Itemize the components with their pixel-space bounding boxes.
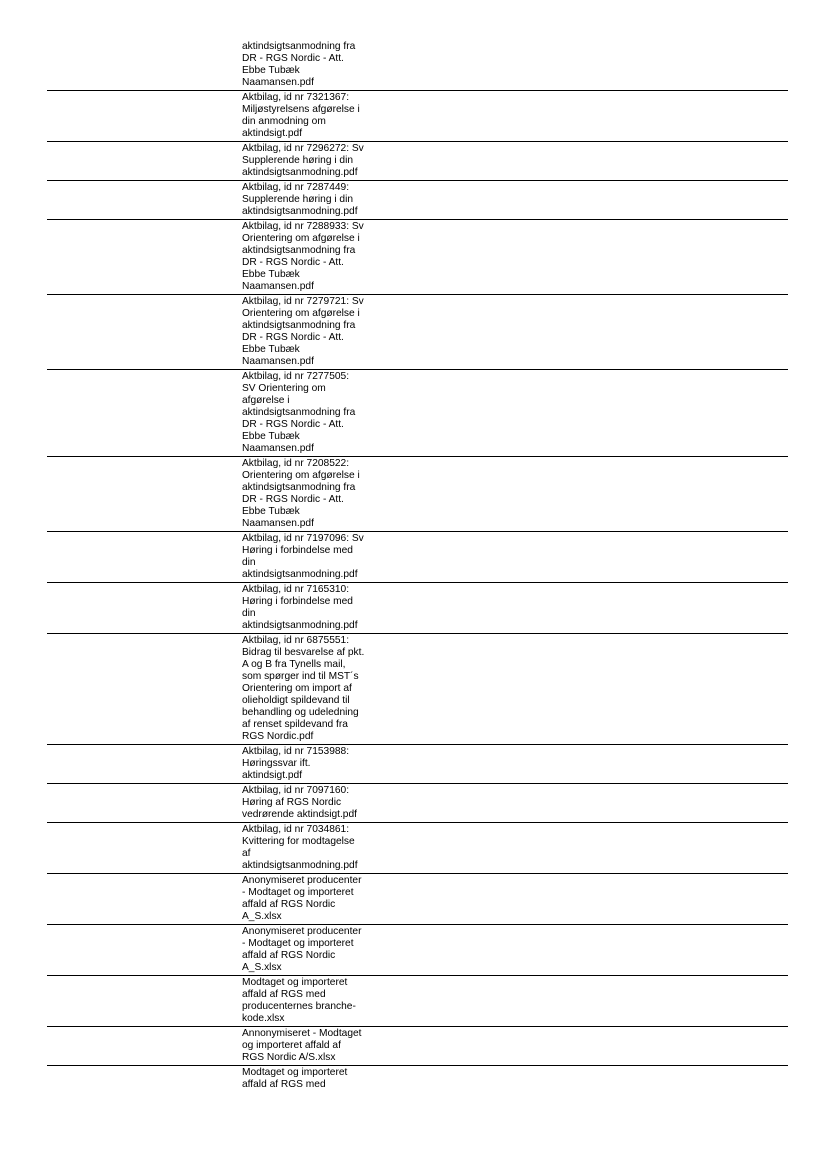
attachment-name: Aktbilag, id nr 7287449: Supplerende høring i din aktindsigtsanmodning.pdf — [242, 182, 358, 217]
attachment-name: Aktbilag, id nr 7208522: Orientering om afgørelse i aktindsigtsanmodning fra DR - RGS Nordic - Att. Ebbe Tubæk Naamansen.pdf — [242, 458, 360, 529]
list-item — [47, 91, 788, 142]
attachment-name: aktindsigtsanmodning fra DR - RGS Nordic - Att. Ebbe Tubæk Naamansen.pdf — [242, 41, 356, 88]
list-item — [47, 220, 788, 295]
list-item — [47, 1066, 788, 1092]
list-item — [47, 142, 788, 181]
list-item — [47, 40, 788, 91]
list-item — [47, 745, 788, 784]
attachment-name: Aktbilag, id nr 7296272: Sv Supplerende høring i din aktindsigtsanmodning.pdf — [242, 143, 364, 178]
attachment-name: Aktbilag, id nr 7153988: Høringssvar ift. aktindsigt.pdf — [242, 746, 350, 781]
attachment-name: Aktbilag, id nr 7288933: Sv Orientering om afgørelse i aktindsigtsanmodning fra DR - RGS Nordic - Att. Ebbe Tubæk Naamansen.pdf — [242, 221, 364, 292]
attachment-name: Modtaget og importeret affald af RGS med — [242, 1067, 348, 1090]
attachment-name: Annonymiseret - Modtaget og importeret affald af RGS Nordic A/S.xlsx — [242, 1028, 362, 1063]
list-item — [47, 925, 788, 976]
attachment-name: Aktbilag, id nr 6875551: Bidrag til besvarelse af pkt. A og B fra Tynells mail, som spørger ind til MST´s Orientering om import af olieholdigt spildevand til behandling og udeledning af renset spildevand fra RGS Nordic.pdf — [242, 635, 365, 742]
attachment-name: Aktbilag, id nr 7034861: Kvittering for modtagelse af aktindsigtsanmodning.pdf — [242, 824, 358, 871]
list-item — [47, 784, 788, 823]
list-item — [47, 583, 788, 634]
attachment-list — [47, 40, 788, 1092]
list-item — [47, 181, 788, 220]
list-item — [47, 1027, 788, 1066]
list-item — [47, 874, 788, 925]
attachment-name: Modtaget og importeret affald af RGS med producenternes branche- kode.xlsx — [242, 977, 356, 1024]
attachment-name: Anonymiseret producenter - Modtaget og importeret affald af RGS Nordic A_S.xlsx — [242, 926, 362, 973]
list-item — [47, 634, 788, 745]
list-item — [47, 823, 788, 874]
list-item — [47, 295, 788, 370]
attachment-name: Aktbilag, id nr 7165310: Høring i forbindelse med din aktindsigtsanmodning.pdf — [242, 584, 358, 631]
attachment-name: Aktbilag, id nr 7197096: Sv Høring i forbindelse med din aktindsigtsanmodning.pdf — [242, 533, 364, 580]
list-item — [47, 976, 788, 1027]
attachment-name: Aktbilag, id nr 7321367: Miljøstyrelsens afgørelse i din anmodning om aktindsigt.pdf — [242, 92, 360, 139]
attachment-name: Anonymiseret producenter - Modtaget og importeret affald af RGS Nordic A_S.xlsx — [242, 875, 362, 922]
list-item — [47, 457, 788, 532]
attachment-name: Aktbilag, id nr 7277505: SV Orientering om afgørelse i aktindsigtsanmodning fra DR - RGS Nordic - Att. Ebbe Tubæk Naamansen.pdf — [242, 371, 356, 454]
list-item — [47, 370, 788, 457]
list-item — [47, 532, 788, 583]
attachment-name: Aktbilag, id nr 7279721: Sv Orientering om afgørelse i aktindsigtsanmodning fra DR - RGS Nordic - Att. Ebbe Tubæk Naamansen.pdf — [242, 296, 364, 367]
attachment-name: Aktbilag, id nr 7097160: Høring af RGS Nordic vedrørende aktindsigt.pdf — [242, 785, 357, 820]
